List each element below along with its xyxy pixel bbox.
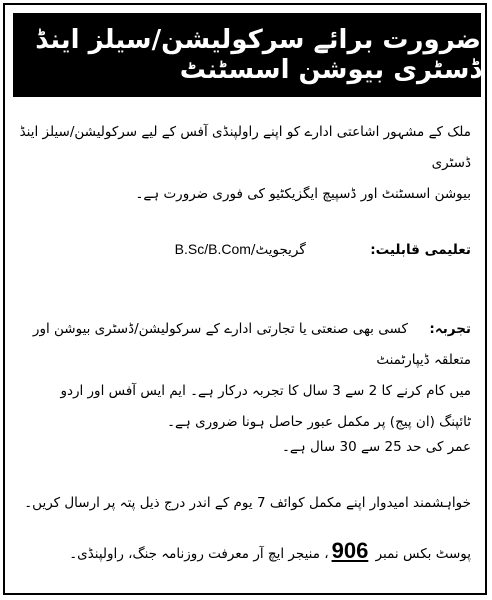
qualification-label: تعلیمی قابلیت:	[370, 242, 471, 258]
intro-paragraph	[19, 117, 471, 210]
experience-line-3: ٹائپنگ (ان پیج) پر مکمل عبور حاصل ہونا ضروری ہے۔	[167, 414, 471, 430]
qualification-row	[19, 234, 471, 266]
age-limit	[19, 432, 471, 463]
age-text: عمر کی حد 25 سے 30 سال ہے۔	[281, 439, 471, 455]
apply-text: خواہشمند امیدوار اپنے مکمل کوائف 7 یوم کے اندر درج ذیل پتہ پر ارسال کریں۔	[24, 495, 471, 511]
qualification-value-urdu: گریجویٹ/	[250, 242, 306, 258]
post-box-number: 906	[331, 538, 369, 563]
apply-instructions	[19, 488, 471, 519]
address-suffix: ، منیجر ایچ آر معرفت روزنامہ جنگ، راولپنڈی۔	[69, 546, 329, 562]
qualification-value-latin: B.Sc/B.Com	[174, 241, 251, 257]
ad-title: ضرورت برائے سرکولیشن/سیلز اینڈ ڈسٹری بیوشن اسسٹنٹ	[35, 25, 481, 85]
experience-paragraph	[19, 314, 471, 438]
experience-line-1: کسی بھی صنعتی یا تجارتی ادارے کے سرکولیشن/ڈسٹری بیوشن اور متعلقہ ڈیپارٹمنٹ	[32, 321, 471, 368]
intro-line-2: بیوشن اسسٹنٹ اور ڈسپیچ ایگزیکٹیو کی فوری ضرورت ہے۔	[135, 186, 471, 202]
postal-address	[19, 535, 471, 570]
experience-line-2: میں کام کرنے کا 2 سے 3 سال کا تجربہ درکار ہے۔ ایم ایس آفس اور اردو	[60, 383, 471, 399]
experience-label: تجربہ:	[429, 321, 471, 337]
address-prefix: پوسٹ بکس نمبر	[375, 546, 471, 562]
intro-line-1: ملک کے مشہور اشاعتی ادارے کو اپنے راولپنڈی آفس کے لیے سرکولیشن/سیلز اینڈ ڈسٹری	[19, 124, 471, 171]
job-advertisement	[3, 3, 487, 595]
title-banner	[13, 13, 481, 97]
